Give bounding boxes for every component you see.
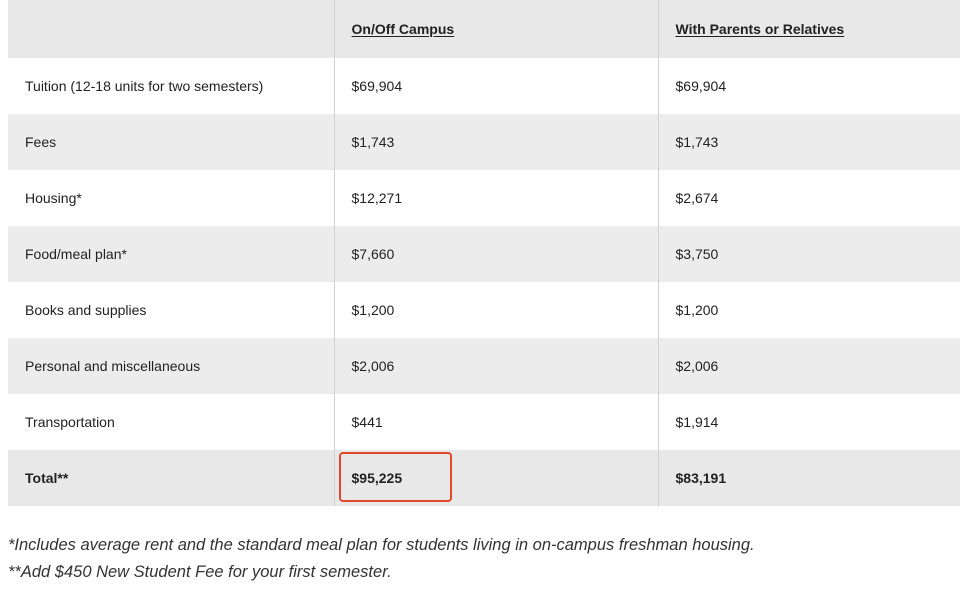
header-on-off-campus: On/Off Campus — [334, 0, 658, 58]
row-label: Fees — [8, 114, 334, 170]
with-parents-value: $3,750 — [658, 226, 960, 282]
on-off-campus-value: $2,006 — [334, 338, 658, 394]
table-header-row — [8, 0, 960, 58]
row-label: Personal and miscellaneous — [8, 338, 334, 394]
on-off-campus-value: $7,660 — [334, 226, 658, 282]
on-off-campus-value: $441 — [334, 394, 658, 450]
total-with-parents-value: $83,191 — [658, 450, 960, 506]
header-with-parents: With Parents or Relatives — [658, 0, 960, 58]
cost-of-attendance-table — [8, 0, 960, 506]
with-parents-value: $2,006 — [658, 338, 960, 394]
footnote-new-student-fee: **Add $450 New Student Fee for your first semester. — [8, 563, 392, 581]
with-parents-value: $69,904 — [658, 58, 960, 114]
total-on-off-campus-value: $95,225 — [351, 470, 403, 486]
total-label: Total** — [8, 450, 334, 506]
row-label: Books and supplies — [8, 282, 334, 338]
row-label: Tuition (12-18 units for two semesters) — [8, 58, 334, 114]
table-row — [8, 114, 960, 170]
footnote-housing: *Includes average rent and the standard meal plan for students living in on-campus freshman housing. — [8, 536, 755, 554]
table-row — [8, 226, 960, 282]
on-off-campus-value: $12,271 — [334, 170, 658, 226]
table-row — [8, 394, 960, 450]
on-off-campus-value: $1,743 — [334, 114, 658, 170]
on-off-campus-value: $1,200 — [334, 282, 658, 338]
table-row — [8, 58, 960, 114]
row-label: Transportation — [8, 394, 334, 450]
table-row — [8, 170, 960, 226]
header-cell-empty — [8, 0, 334, 58]
total-row — [8, 450, 960, 506]
total-on-off-campus-cell — [334, 450, 658, 506]
row-label: Food/meal plan* — [8, 226, 334, 282]
row-label: Housing* — [8, 170, 334, 226]
table-row — [8, 338, 960, 394]
with-parents-value: $1,914 — [658, 394, 960, 450]
with-parents-value: $1,743 — [658, 114, 960, 170]
with-parents-value: $1,200 — [658, 282, 960, 338]
table-row — [8, 282, 960, 338]
on-off-campus-value: $69,904 — [334, 58, 658, 114]
with-parents-value: $2,674 — [658, 170, 960, 226]
